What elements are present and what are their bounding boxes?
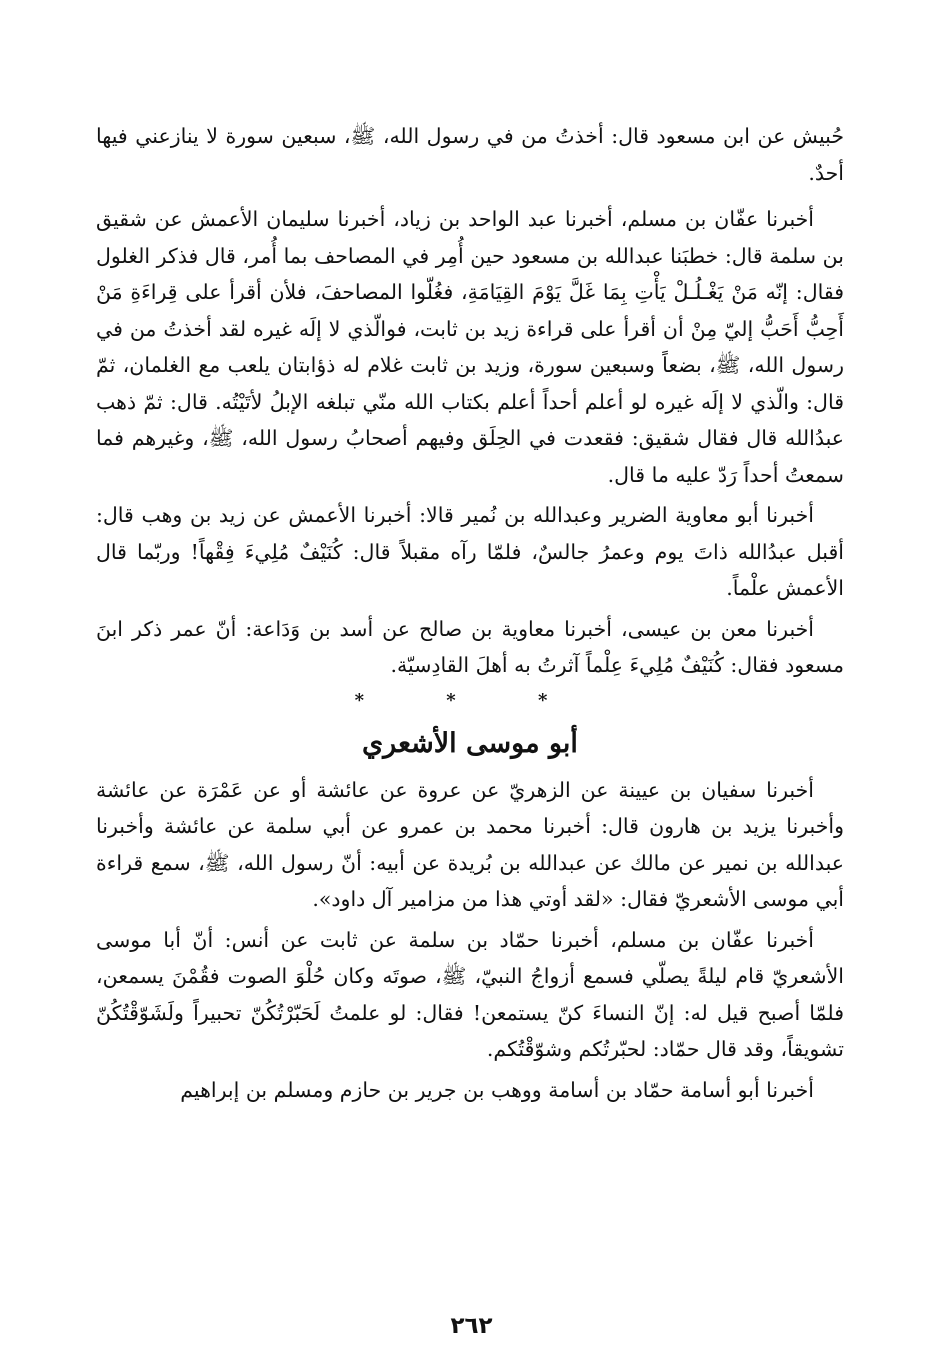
paragraph-abu-usama: أخبرنا أبو أسامة حمّاد بن أسامة ووهب بن جرير بن حازم ومسلم بن إبراهيم — [180, 1077, 814, 1102]
paragraph-maan: أخبرنا معن بن عيسى، أخبرنا معاوية بن صالح عن أسد بن وَدَاعة: أنّ عمر ذكر ابنَ مسعود فقال: كُنَيْفٌ مُلِيءَ عِلْماً آثرتُ به أهلَ القادِسيّة. — [96, 616, 844, 677]
paragraph-habish: حُبيش عن ابن مسعود قال: أخذتُ من في رسول الله، ﷺ، سبعين سورة لا ينازعني فيها أحدٌ. — [96, 124, 844, 185]
paragraph-abu-muawiya: أخبرنا أبو معاوية الضرير وعبدالله بن نُمير قالا: أخبرنا الأعمش عن زيد بن وهب قال: أقبل عبدُالله ذاتَ يوم وعمرُ جالسٌ، فلمّا رآه مقبلاً قال: كُنَيْفٌ مُلِيءَ فِقْهاً! وربّما قال الأعمش علْماً. — [96, 503, 844, 600]
section-separator: * * * — [354, 689, 586, 711]
paragraph-sufyan: أخبرنا سفيان بن عيينة عن الزهريّ عن عروة عن عائشة أو عن عَمْرَة عن عائشة وأخبرنا يزيد بن هارون قال: أخبرنا محمد بن عمرو عن أبي سلمة عن عائشة وأخبرنا عبدالله بن نمير عن مالك عن عبدالله بن بُريدة عن أبيه: أنّ رسول الله، ﷺ، سمع قراءة أبي موسى الأشعريّ فقال: «لقد أوتي هذا من مزامير آل داود». — [96, 777, 844, 911]
paragraph-affan-anas: أخبرنا عفّان بن مسلم، أخبرنا حمّاد بن سلمة عن ثابت عن أنس: أنّ أبا موسى الأشعريّ قام ليلةً يصلّي فسمع أزواجُ النبيّ، ﷺ، صوتَه وكان حُلْوَ الصوت فقُمْنَ يسمعن، فلمّا أصبح قيل له: إنّ النساءَ كنّ يستمعن! فقال: لو علمتُ لَحَبّرْتُكُنّ تحبيراً ولَشَوّقْتُكُنّ تشويقاً، وقد قال حمّاد: لحبّرتُكم وشوّقْتُكم. — [96, 927, 845, 1061]
page-number: ٢٦٢ — [450, 1313, 493, 1339]
paragraph-affan-ghulul: أخبرنا عفّان بن مسلم، أخبرنا عبد الواحد بن زياد، أخبرنا سليمان الأعمش عن شقيق بن سلمة قال: خطبَنا عبدالله بن مسعود حين أُمِر في المصاحف بما أُمر، قال فذكر الغلول فقال: إنّه مَنْ يَغْـلُـلْ يَأْتِ بِمَا غَلَّ يَوْمَ القِيَامَةِ، فغُلّوا المصاحفَ، فلأن أقرأ على قِراءَةِ مَنْ أَحِبُّ أَحَبُّ إليّ مِنْ أن أقرأ على قراءة زيد بن ثابت، فوالّذي لا إلَه غيره لقد أخذتُ من في رسول الله، ﷺ، بضعاً وسبعين سورة، وزيد بن ثابت غلام له ذؤابتان يلعب مع الغلمان، ثمّ قال: والّذي لا إلَه غيره لو أعلم أحداً أعلم بكتاب الله منّي تبلغه الإبلُ لأتَيْتُه. قال: ثمّ ذهب عبدُالله قال فقال شقيق: فقعدت في الحِلَق وفيهم أصحابُ رسول الله، ﷺ، وغيرهم فما سمعتُ أحداً رَدّ عليه ما قال. — [96, 207, 845, 487]
section-title: أبو موسى الأشعري — [362, 727, 578, 759]
page-body — [96, 118, 844, 1108]
